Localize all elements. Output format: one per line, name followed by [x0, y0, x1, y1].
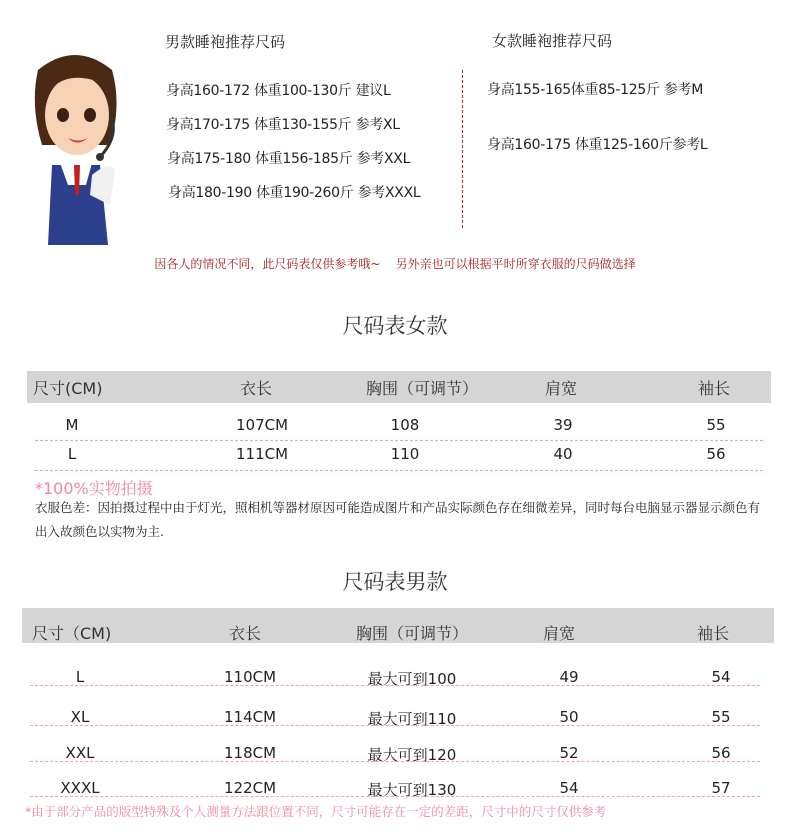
table-cell: 最大可到130 — [367, 781, 457, 799]
table-cell: 108 — [390, 416, 420, 434]
row-divider — [35, 470, 763, 471]
table-cell: 56 — [711, 744, 731, 762]
table-cell: 55 — [711, 708, 731, 726]
men-recommend-line: 身高170-175 体重130-155斤 参考XL — [166, 117, 400, 133]
photo-note: *100%实物拍摄 — [35, 479, 153, 498]
customer-service-avatar-illustration — [30, 45, 125, 245]
header-length: 衣长 — [229, 624, 262, 643]
table-cell: 49 — [559, 668, 579, 686]
men-table-title: 尺码表男款 — [342, 570, 448, 594]
table-cell: 50 — [559, 708, 579, 726]
women-table-title: 尺码表女款 — [342, 314, 448, 338]
table-cell: XXXL — [60, 779, 100, 797]
women-recommend-line: 身高160-175 体重125-160斤参考L — [487, 137, 708, 153]
table-cell: L — [75, 668, 85, 686]
women-recommend-line: 身高155-165体重85-125斤 参考M — [487, 82, 704, 98]
header-sleeve: 袖长 — [698, 379, 731, 398]
header-size: 尺寸（CM) — [32, 624, 112, 643]
color-note: 衣服色差：因拍摄过程中由于灯光，照相机等器材原因可能造成图片和产品实际颜色存在细微差异，同时每台电脑显示器显示颜色有出入故颜色以实物为主. — [35, 500, 761, 539]
table-cell: 110 — [390, 445, 420, 463]
table-cell: 57 — [711, 779, 731, 797]
row-divider — [30, 685, 760, 686]
table-cell: 最大可到100 — [367, 670, 457, 688]
table-cell: M — [65, 416, 79, 434]
divider — [462, 70, 463, 228]
table-cell: 55 — [706, 416, 726, 434]
men-recommend-line: 身高180-190 体重190-260斤 参考XXXL — [168, 185, 421, 201]
women-recommend-title: 女款睡袍推荐尺码 — [492, 32, 613, 50]
table-cell: XXL — [65, 744, 95, 762]
table-cell: 118CM — [223, 744, 277, 762]
header-sleeve: 袖长 — [697, 624, 730, 643]
header-chest: 胸围（可调节） — [366, 379, 479, 398]
men-recommend-line: 身高175-180 体重156-185斤 参考XXL — [167, 151, 411, 167]
header-shoulder: 肩宽 — [545, 379, 578, 398]
row-divider — [35, 440, 763, 441]
table-cell: 52 — [559, 744, 579, 762]
header-size: 尺寸(CM) — [33, 379, 103, 398]
row-divider — [30, 796, 760, 797]
table-cell: 114CM — [223, 708, 277, 726]
table-cell: 107CM — [235, 416, 289, 434]
table-cell: 56 — [706, 445, 726, 463]
table-cell: 111CM — [235, 445, 289, 463]
men-recommend-title: 男款睡袍推荐尺码 — [165, 33, 286, 51]
table-cell: 39 — [553, 416, 573, 434]
table-cell: L — [67, 445, 77, 463]
measurement-footnote: *由于部分产品的版型特殊及个人测量方法跟位置不同，尺寸可能存在一定的差距，尺寸中的尺寸仅供参考 — [25, 804, 607, 819]
men-recommend-line: 身高160-172 体重100-130斤 建议L — [166, 83, 391, 99]
table-cell: 最大可到110 — [367, 710, 457, 728]
table-cell: 110CM — [223, 668, 277, 686]
row-divider — [30, 725, 760, 726]
header-shoulder: 肩宽 — [543, 624, 576, 643]
table-cell: 最大可到120 — [367, 746, 457, 764]
table-cell: 54 — [711, 668, 731, 686]
row-divider — [30, 761, 760, 762]
header-length: 衣长 — [240, 379, 273, 398]
table-cell: 122CM — [223, 779, 277, 797]
header-chest: 胸围（可调节） — [356, 624, 469, 643]
table-cell: 40 — [553, 445, 573, 463]
table-cell: XL — [70, 708, 90, 726]
table-cell: 54 — [559, 779, 579, 797]
reference-note: 因各人的情况不同，此尺码表仅供参考哦~ 另外亲也可以根据平时所穿衣服的尺码做选择 — [154, 257, 636, 271]
